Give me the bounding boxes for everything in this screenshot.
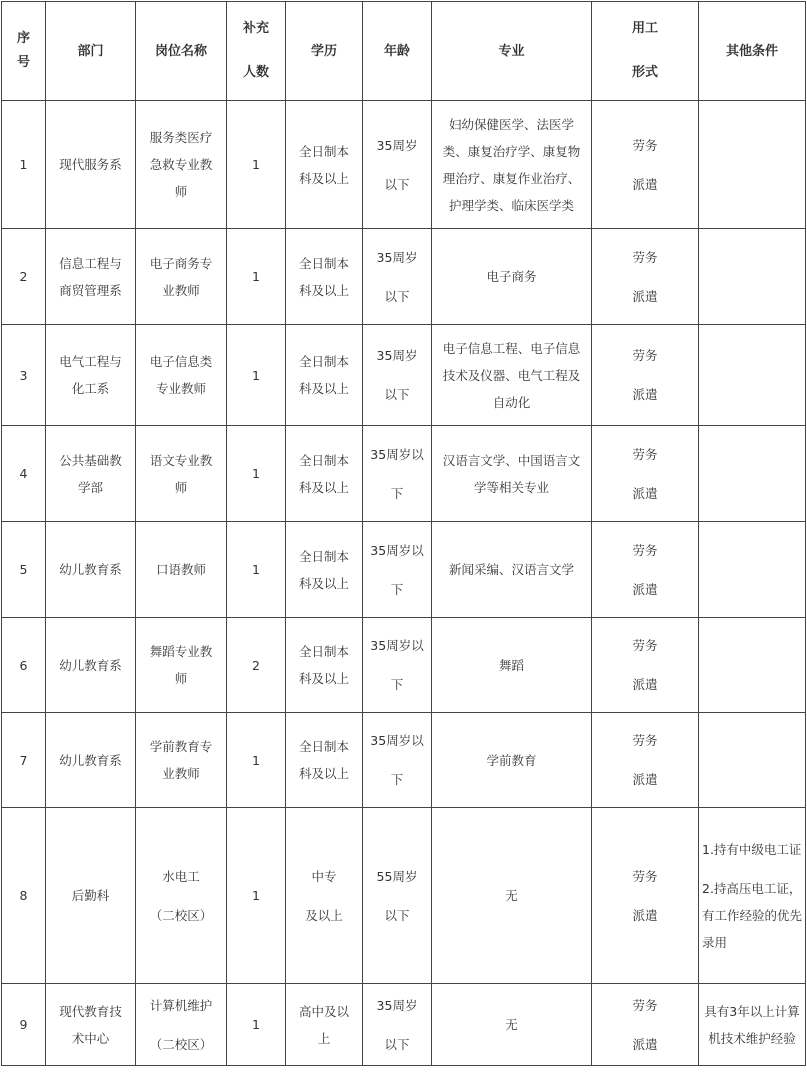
cell-department: 信息工程与 商贸管理系 xyxy=(46,229,136,325)
table-row xyxy=(2,101,806,229)
cell-employment: 劳务 派遣 xyxy=(592,325,699,426)
cell-education: 全日制本 科及以上 xyxy=(286,426,363,522)
cell-major: 无 xyxy=(432,984,592,1066)
cell-count: 1 xyxy=(227,522,286,618)
table-row xyxy=(2,426,806,522)
cell-education: 全日制本 科及以上 xyxy=(286,325,363,426)
cell-major: 新闻采编、汉语言文学 xyxy=(432,522,592,618)
cell-department: 电气工程与 化工系 xyxy=(46,325,136,426)
cell-position: 学前教育专 业教师 xyxy=(136,713,227,808)
cell-count: 1 xyxy=(227,101,286,229)
cell-count: 1 xyxy=(227,229,286,325)
cell-education: 全日制本 科及以上 xyxy=(286,229,363,325)
cell-major: 舞蹈 xyxy=(432,618,592,713)
cell-position: 电子信息类 专业教师 xyxy=(136,325,227,426)
table-row xyxy=(2,522,806,618)
cell-position: 水电工 （二校区） xyxy=(136,808,227,984)
cell-major: 汉语言文学、中国语言文 学等相关专业 xyxy=(432,426,592,522)
cell-education: 全日制本 科及以上 xyxy=(286,713,363,808)
cell-no: 6 xyxy=(2,618,46,713)
cell-department: 现代教育技 术中心 xyxy=(46,984,136,1066)
table-row xyxy=(2,325,806,426)
cell-employment: 劳务 派遣 xyxy=(592,808,699,984)
cell-department: 幼儿教育系 xyxy=(46,618,136,713)
cell-major: 电子信息工程、电子信息 技术及仪器、电气工程及 自动化 xyxy=(432,325,592,426)
cell-count: 1 xyxy=(227,713,286,808)
cell-count: 1 xyxy=(227,808,286,984)
header-other: 其他条件 xyxy=(699,2,806,101)
cell-age: 35周岁 以下 xyxy=(363,325,432,426)
cell-other: 具有3年以上计算机技术维护经验 xyxy=(699,984,806,1066)
cell-age: 35周岁 以下 xyxy=(363,984,432,1066)
cell-position: 口语教师 xyxy=(136,522,227,618)
cell-position: 计算机维护 （二校区） xyxy=(136,984,227,1066)
recruitment-table xyxy=(1,1,806,1066)
cell-employment: 劳务 派遣 xyxy=(592,522,699,618)
cell-age: 55周岁 以下 xyxy=(363,808,432,984)
cell-no: 8 xyxy=(2,808,46,984)
cell-no: 3 xyxy=(2,325,46,426)
cell-no: 4 xyxy=(2,426,46,522)
cell-age: 35周岁 以下 xyxy=(363,229,432,325)
header-no: 序 号 xyxy=(2,2,46,101)
cell-age: 35周岁以 下 xyxy=(363,618,432,713)
table-row xyxy=(2,713,806,808)
cell-department: 后勤科 xyxy=(46,808,136,984)
cell-age: 35周岁以 下 xyxy=(363,426,432,522)
cell-employment: 劳务 派遣 xyxy=(592,101,699,229)
cell-position: 舞蹈专业教 师 xyxy=(136,618,227,713)
cell-other xyxy=(699,522,806,618)
table-header-row xyxy=(2,2,806,101)
cell-no: 9 xyxy=(2,984,46,1066)
cell-other xyxy=(699,101,806,229)
header-education: 学历 xyxy=(286,2,363,101)
cell-education: 高中及以 上 xyxy=(286,984,363,1066)
cell-other xyxy=(699,229,806,325)
cell-employment: 劳务 派遣 xyxy=(592,984,699,1066)
cell-age: 35周岁以 下 xyxy=(363,522,432,618)
cell-no: 2 xyxy=(2,229,46,325)
cell-department: 公共基础教 学部 xyxy=(46,426,136,522)
cell-other xyxy=(699,618,806,713)
cell-department: 现代服务系 xyxy=(46,101,136,229)
header-major: 专业 xyxy=(432,2,592,101)
cell-major: 学前教育 xyxy=(432,713,592,808)
cell-employment: 劳务 派遣 xyxy=(592,713,699,808)
cell-education: 中专 及以上 xyxy=(286,808,363,984)
table-row xyxy=(2,808,806,984)
cell-other xyxy=(699,426,806,522)
cell-other xyxy=(699,713,806,808)
cell-no: 7 xyxy=(2,713,46,808)
cell-no: 1 xyxy=(2,101,46,229)
cell-department: 幼儿教育系 xyxy=(46,522,136,618)
cell-count: 1 xyxy=(227,426,286,522)
cell-education: 全日制本 科及以上 xyxy=(286,618,363,713)
cell-age: 35周岁 以下 xyxy=(363,101,432,229)
table-row xyxy=(2,984,806,1066)
header-employment: 用工 形式 xyxy=(592,2,699,101)
cell-employment: 劳务 派遣 xyxy=(592,426,699,522)
table-row xyxy=(2,229,806,325)
cell-employment: 劳务 派遣 xyxy=(592,229,699,325)
cell-major: 妇幼保健医学、法医学 类、康复治疗学、康复物 理治疗、康复作业治疗、 护理学类、临床医学类 xyxy=(432,101,592,229)
cell-employment: 劳务 派遣 xyxy=(592,618,699,713)
cell-education: 全日制本 科及以上 xyxy=(286,101,363,229)
header-count: 补充 人数 xyxy=(227,2,286,101)
cell-count: 1 xyxy=(227,325,286,426)
cell-major: 无 xyxy=(432,808,592,984)
cell-no: 5 xyxy=(2,522,46,618)
cell-count: 1 xyxy=(227,984,286,1066)
header-position: 岗位名称 xyxy=(136,2,227,101)
cell-count: 2 xyxy=(227,618,286,713)
cell-age: 35周岁以 下 xyxy=(363,713,432,808)
cell-position: 电子商务专 业教师 xyxy=(136,229,227,325)
header-age: 年龄 xyxy=(363,2,432,101)
header-department: 部门 xyxy=(46,2,136,101)
cell-department: 幼儿教育系 xyxy=(46,713,136,808)
cell-other xyxy=(699,325,806,426)
cell-major: 电子商务 xyxy=(432,229,592,325)
cell-other: 1.持有中级电工证 2.持高压电工证，有工作经验的优先录用 xyxy=(699,808,806,984)
table-row xyxy=(2,618,806,713)
cell-position: 语文专业教 师 xyxy=(136,426,227,522)
cell-education: 全日制本 科及以上 xyxy=(286,522,363,618)
cell-position: 服务类医疗 急救专业教 师 xyxy=(136,101,227,229)
